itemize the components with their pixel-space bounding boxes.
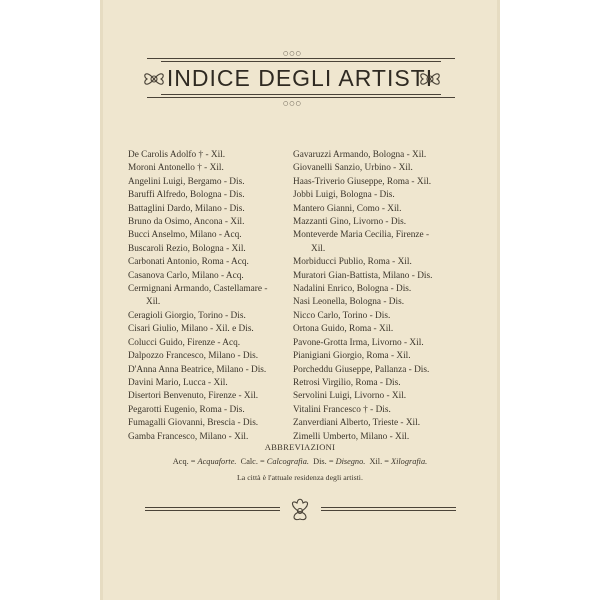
bottom-dots-ornament: ○○○ bbox=[283, 100, 302, 107]
artist-entry: Ortona Guido, Roma - Xil. bbox=[293, 324, 394, 335]
artist-entry: Pianigiani Giorgio, Roma - Xil. bbox=[293, 351, 411, 362]
artist-entry: Carbonati Antonio, Roma - Acq. bbox=[128, 257, 249, 268]
abbr-calc: Calc. = Calcografia. bbox=[240, 457, 309, 466]
artist-entry: Vitalini Francesco † - Dis. bbox=[293, 404, 391, 415]
artist-entry: Cermignani Armando, Castellamare - Xil. bbox=[128, 284, 268, 308]
artist-entry: Nasi Leonella, Bologna - Dis. bbox=[293, 297, 405, 308]
page-title: INDICE DEGLI ARTISTI bbox=[166, 65, 434, 91]
residence-note: La città è l'attuale residenza degli artisti. bbox=[237, 473, 363, 482]
artist-entry: Servolini Luigi, Livorno - Xil. bbox=[293, 391, 407, 402]
artist-entry: Fumagalli Giovanni, Brescia - Dis. bbox=[128, 418, 259, 429]
bottom-rule-right bbox=[321, 507, 456, 508]
artist-entry: Angelini Luigi, Bergamo - Dis. bbox=[128, 176, 245, 187]
artist-entry: Zimelli Umberto, Milano - Xil. bbox=[293, 431, 410, 442]
artist-entry: Pavone-Grotta Irma, Livorno - Xil. bbox=[293, 337, 424, 348]
artist-entry: Monteverde Maria Cecilia, Firenze - Xil. bbox=[293, 230, 430, 254]
left-artist-column bbox=[128, 149, 288, 444]
artist-entry: Gamba Francesco, Milano - Xil. bbox=[128, 431, 249, 442]
abbr-dis: Dis. = Disegno. bbox=[313, 457, 366, 466]
artist-entry: Gavaruzzi Armando, Bologna - Xil. bbox=[293, 150, 427, 160]
artist-entry: Dalpozzo Francesco, Milano - Dis. bbox=[128, 351, 259, 362]
artist-entry: Mazzanti Gino, Livorno - Dis. bbox=[293, 217, 407, 228]
artist-entry: Nadalini Enrico, Bologna - Dis. bbox=[293, 284, 412, 295]
artist-entry: Retrosi Virgilio, Roma - Dis. bbox=[293, 377, 401, 388]
abbr-xil: Xil. = Xilografia. bbox=[369, 457, 428, 466]
artist-entry: Baruffi Alfredo, Bologna - Dis. bbox=[128, 190, 245, 201]
bottom-rule-right-inner bbox=[321, 510, 456, 511]
artist-entry: Disertori Benvenuto, Firenze - Xil. bbox=[128, 391, 259, 402]
artist-entry: Mantero Gianni, Como - Xil. bbox=[293, 203, 402, 214]
artist-entry: Ceragioli Giorgio, Torino - Dis. bbox=[128, 310, 246, 321]
title-rule-bottom-inner bbox=[161, 94, 441, 95]
abbr-acq: Acq. = Acquaforte. bbox=[172, 457, 237, 466]
right-knot-ornament bbox=[417, 66, 443, 92]
artist-entry: Colucci Guido, Firenze - Acq. bbox=[128, 337, 241, 348]
title-rule-top bbox=[147, 58, 455, 59]
bottom-rule-left-inner bbox=[145, 510, 280, 511]
abbreviations-line bbox=[103, 457, 497, 466]
book-page bbox=[103, 0, 497, 600]
artist-entry: Pegarotti Eugenio, Roma - Dis. bbox=[128, 404, 245, 415]
title-rule-bottom bbox=[147, 97, 455, 98]
artist-entry: Muratori Gian-Battista, Milano - Dis. bbox=[293, 270, 433, 281]
right-artist-column bbox=[293, 149, 465, 444]
artist-entry: Casanova Carlo, Milano - Acq. bbox=[128, 270, 244, 281]
title-rule-top-inner bbox=[161, 61, 441, 62]
artist-entry: Giovanelli Sanzio, Urbino - Xil. bbox=[293, 163, 413, 174]
top-dots-ornament: ○○○ bbox=[283, 50, 302, 57]
artist-entry: De Carolis Adolfo † - Xil. bbox=[128, 150, 226, 160]
artist-entry: Davini Mario, Lucca - Xil. bbox=[128, 377, 228, 388]
artist-entry: Battaglini Dardo, Milano - Dis. bbox=[128, 203, 245, 214]
artist-entry: Bucci Anselmo, Milano - Acq. bbox=[128, 230, 242, 241]
artist-entry: Bruno da Osimo, Ancona - Xil. bbox=[128, 217, 245, 228]
artist-entry: Morbiducci Publio, Roma - Xil. bbox=[293, 257, 412, 268]
artist-entry: Jobbi Luigi, Bologna - Dis. bbox=[293, 190, 395, 201]
artist-entry: Buscaroli Rezio, Bologna - Xil. bbox=[128, 243, 246, 254]
bottom-rule-left bbox=[145, 507, 280, 508]
abbreviations-heading: ABBREVIAZIONI bbox=[264, 442, 336, 452]
artist-entry: Zanverdiani Alberto, Trieste - Xil. bbox=[293, 418, 421, 429]
artist-entry: D'Anna Anna Beatrice, Milano - Dis. bbox=[128, 364, 267, 375]
artist-entry: Cisari Giulio, Milano - Xil. e Dis. bbox=[128, 324, 254, 335]
artist-entry: Moroni Antonello † - Xil. bbox=[128, 163, 224, 174]
artist-entry: Nicco Carlo, Torino - Dis. bbox=[293, 310, 391, 321]
artist-entry: Porcheddu Giuseppe, Pallanza - Dis. bbox=[293, 364, 430, 375]
bottom-knot-ornament bbox=[286, 497, 314, 525]
artist-entry: Haas-Triverio Giuseppe, Roma - Xil. bbox=[293, 176, 432, 187]
